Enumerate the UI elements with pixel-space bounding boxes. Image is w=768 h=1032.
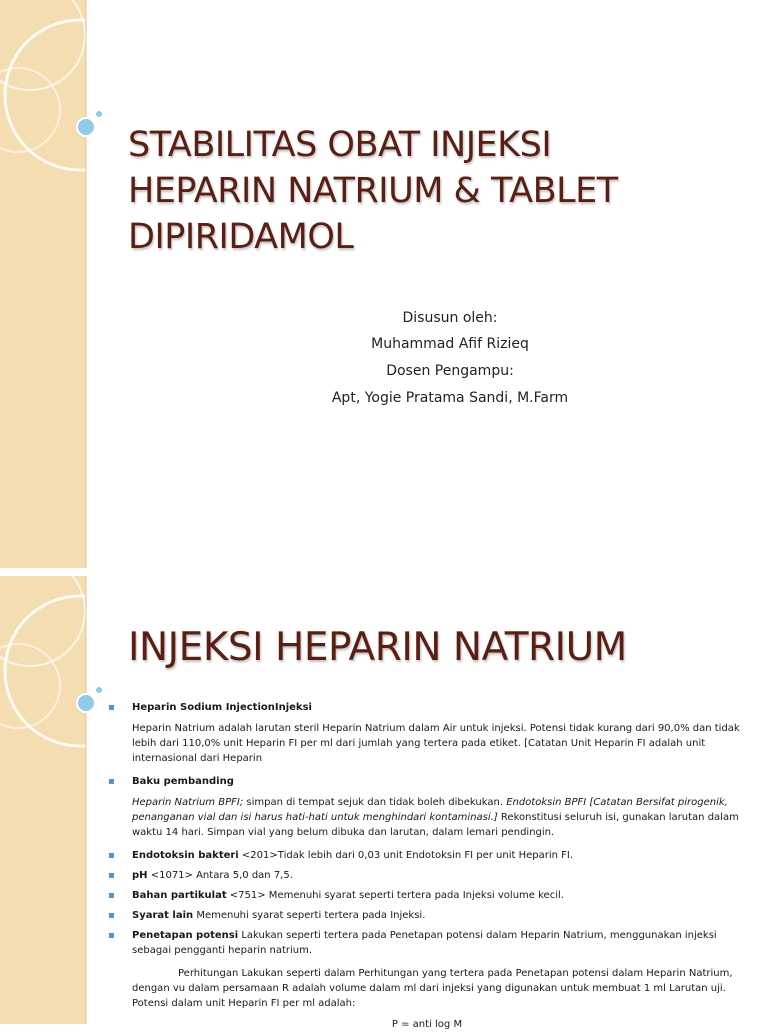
list-item xyxy=(108,774,742,840)
formula: P = anti log M xyxy=(391,1019,463,1030)
ref-text: simpan di tempat sejuk dan tidak boleh dibekukan. xyxy=(243,797,507,808)
list-item xyxy=(108,848,742,863)
lecturer-label: Dosen Pengampu: xyxy=(386,363,514,379)
item-heading: Bahan partikulat xyxy=(132,890,227,901)
bullet-icon: ▪ xyxy=(108,702,115,713)
title-line-2: HEPARIN NATRIUM & TABLET xyxy=(128,171,618,211)
ref-note: Endotoksin BPFI [Catatan Bersifat pirogenik, penanganan vial dan isi harus hati-hati untuk menghindari kontaminasi.] xyxy=(132,797,728,823)
bullet-icon: ▪ xyxy=(108,910,115,921)
slide-title-text xyxy=(128,122,748,260)
ref-name: Heparin Natrium BPFI; xyxy=(132,797,244,808)
list-item xyxy=(108,908,742,923)
decorative-circles xyxy=(0,576,140,1024)
item-paragraph: Heparin Natrium adalah larutan steril Heparin Natrium dalam Air untuk injeksi. Potensi tidak kurang dari 90,0% dan tidak lebih dari 110,0% unit Heparin FI per ml dari jumlah yang tertera pada etiket. [Catatan Unit Heparin FI adalah unit internasional dari Heparin xyxy=(132,723,740,764)
list-item xyxy=(108,868,742,883)
list-item xyxy=(108,928,742,958)
lecturer-name: Apt, Yogie Pratama Sandi, M.Farm xyxy=(331,390,569,406)
bullet-icon: ▪ xyxy=(108,870,115,881)
bullet-icon: ▪ xyxy=(108,776,115,787)
item-text: <1071> Antara 5,0 dan 7,5. xyxy=(147,870,293,881)
list-item xyxy=(108,888,742,903)
item-text: Lakukan seperti tertera pada Penetapan potensi dalam Heparin Natrium, menggunakan injeksi sebagai pengganti heparin natrium. xyxy=(132,930,717,956)
item-heading: Syarat lain xyxy=(132,910,194,921)
title-line-1: STABILITAS OBAT INJEKSI xyxy=(128,125,552,165)
slide-2-title: INJEKSI HEPARIN NATRIUM xyxy=(128,625,627,670)
title-line-3: DIPIRIDAMOL xyxy=(128,217,354,257)
byline-label: Disusun oleh: xyxy=(402,310,498,326)
item-heading: Heparin Sodium InjectionInjeksi xyxy=(132,702,312,713)
item-heading: pH xyxy=(132,870,148,881)
item-text: Memenuhi syarat seperti tertera pada Injeksi. xyxy=(193,910,426,921)
calculation-paragraph: Perhitungan Lakukan seperti dalam Perhitungan yang tertera pada Penetapan potensi dalam Heparin Natrium, dengan vu dalam persamaan R adalah volume dalam ml dari injeksi yang digunakan untuk membuat 1 ml Larutan uji. Potensi dalam unit Heparin FI per ml adalah: xyxy=(132,968,733,1009)
decorative-circles xyxy=(0,0,140,568)
item-paragraph xyxy=(132,795,742,840)
bullet-icon: ▪ xyxy=(108,850,115,861)
item-heading: Penetapan potensi xyxy=(132,930,239,941)
item-heading: Baku pembanding xyxy=(132,776,234,787)
bullet-icon: ▪ xyxy=(108,930,115,941)
item-text: <751> Memenuhi syarat seperti tertera pada Injeksi volume kecil. xyxy=(226,890,564,901)
slide-separator xyxy=(0,568,768,576)
bullet-icon: ▪ xyxy=(108,890,115,901)
author-name: Muhammad Afif Rizieq xyxy=(371,336,529,352)
ref-text-2: Rekonstitusi seluruh isi, gunakan larutan dalam waktu 14 hari. Simpan vial yang belum dibuka dan larutan, dalam lemari pendingin. xyxy=(132,812,739,838)
list-item xyxy=(108,700,742,766)
item-heading: Endotoksin bakteri xyxy=(132,850,239,861)
slide-2-content xyxy=(108,700,742,1032)
item-text: <201>Tidak lebih dari 0,03 unit Endotoksin FI per unit Heparin FI. xyxy=(238,850,574,861)
